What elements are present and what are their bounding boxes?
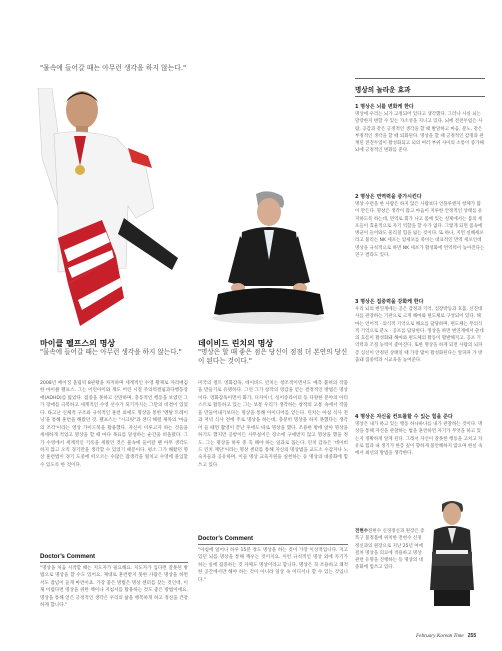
phelps-caption-title: 마이클 펠프스의 명상 bbox=[40, 339, 116, 348]
effect-4-text: 명상은 내가 하고 있는 행동 하나하나를 내가 관찰하는 것이다. 명상을 통해 자신을 관찰하는 법을 훈련하면 자기가 무엇을 하고 있는지 정확하게 알게 된다. 그래서 자신이 잘못한 행동을 고치고 자유로 힘과 내 생기가 한층 깊이 향하게 불안해하지 않으며 현실 속에서 최선의 방법을 생각한다. bbox=[355, 422, 483, 457]
effect-2-text: 명상 수련을 한 사람은 하지 않은 사람보다 인플루엔자 항체가 많이 만든다. 명상은 생각이 많고 마음이 지루한 안정적인 상태를 유지하도록 하는데, 면역로 회가 나고 몸에 있는 실제에서는 몸의 세포들이 효율적으로 자기 역할을 할 수가 없다. 그렇게 되면 몸속에 병균이 들어와도 물리칠 힘을 잃는 것이다. 또 하나, 지면 실해세포라고 불리는 NK 세포는 암세포를 죽이는 대표적인 면역 세포인데 명상을 규칙적으로 하면 NK 세포가 활성화에 면역력이 높아진다는 연구 결과도 있다. bbox=[355, 202, 485, 258]
doctor-bio bbox=[355, 528, 425, 572]
doctors-comment-text-mid: "아침에 일어나 하루 15분 정도 명상을 하는 것이 가장 이상적입니다. 지고 있던 뇌를 명상을 통해 깨우는 것이지요. 이런 규칙적인 명상 외에 자기가 하는 일에 집중하는 것 자체도 명상이라고 합니다. 명상은 꼭 조용하고 쾌적한 공간에서만 해야 하는 것이 아니라 일상 속 어디서나 할 수 있는 것입니다." bbox=[198, 548, 348, 583]
doctor-photo bbox=[424, 500, 480, 606]
doctors-comment-divider-mid bbox=[198, 544, 348, 545]
panel-title: 명상의 놀라운 효과 bbox=[355, 86, 411, 94]
effect-1-title: 1 명상은 뇌를 변화케 한다 bbox=[355, 104, 414, 110]
lynch-caption-title: 데이비드 린치의 명상 bbox=[198, 339, 274, 348]
lynch-caption-quote: "명상은 할 때 좋은 점은 당신이 점점 더 본연의 당신이 된다는 것이다." bbox=[198, 348, 348, 365]
phelps-caption-quote: "물속에 들어갈 때는 아무런 생각을 하지 않는다." bbox=[40, 348, 182, 356]
doctors-comment-divider-left bbox=[40, 562, 188, 563]
doctors-comment-heading-left: Doctor's Comment bbox=[40, 553, 96, 560]
phelps-article-text: 2008년 베이징 올림픽 8관왕을 차지하며 세계적인 수영 황제로 자리매김한 마이클 펠프스. 그는 어린아이와 계도 어린 시절 주의력결핍과다행동장애(ADHD)를 앓았다. 집중을 못하고 산만하며, 충동적인 행동을 보였던 그가 장애를 극복하고 세계적인 수영 선수가 되기까지는 그만의 비결이 있었다. 타고난 신체적 구조와 규칙적인 훈련 외에도 명상을 통한 '멘탈 트레이닝'을 통해 훈련을 해왔던 것. 펠프스는 "시크릿"과 샌디 해럴 제목의 '마음의 조각'이라는 영상 가이드북을 활용했다. 자신이 이루고자 하는 것들을 세세하게 적었고 명상을 할 때 마다 목표를 달성하는 순간을 떠올렸다. 그가 수영에서 세계적인 기록을 세웠던 것은 물속에 들어갈 땐 아무 생각도 하지 않고 오직 경기만을 생각할 수 있었기 때문이다. 평소 그가 해왔던 명상 훈련법이 경기 도중에 떠오르는 수많은 잡생각을 떨치고 수영에 몰입할 수 있도록 한 것이다. bbox=[40, 381, 188, 468]
panel-top-rule bbox=[355, 78, 485, 79]
doctor-name: 전현수 bbox=[355, 529, 369, 534]
lynch-article-text: 미국의 컬트 영화감독, 데이비드 린치는 창조적이면서도 예측 불허의 작품을 만들기로 유명하다. 그런 그가 창작의 영감을 얻는 결정적인 방법은 명상이다. 영화감독이면서 화가, 디자이너, 싱어송라이터 등 다양한 분야의 아티스트로 활동하고 있는 그는 보통 우리가 생각하는 창작의 고통 속에서 작품을 만들어내기보다는 명상을 통해 아이디어를 얻는다. 린치는 아침 식사 전과 저녁 식사 전에 주로 명상을 하는데, 충분히 명상을 하지 못했다는 생각이 들 때면 촬영이 끝난 후에도 따로 명상을 했다. 조용한 방에 앉아 명상을 하기도 했지만 공항이든 사무실이든 장소에 구애받지 않고 명상을 했을 정도. 그는 명상을 하루 중 꼭 해야 하는 일과로 꼽는다. 린치 감독은 '데이비드 린치 재단'이라는 명상 센터를 통해 자신의 명상법을 교도소 수감자나 노숙자들과 공유하며, 이들 명상 교육지원을 실천하는 등 명상의 대중화에 힘쓰고 있다. bbox=[198, 381, 348, 468]
effect-4-title: 4 명상은 자신을 컨트롤할 수 있는 힘을 준다 bbox=[355, 414, 453, 420]
page-number: 255 bbox=[467, 633, 477, 639]
panel-title-rule bbox=[355, 96, 485, 97]
magazine-name: February Korean Time bbox=[416, 633, 464, 639]
effect-2-title: 2 명상은 면역력을 증가시킨다 bbox=[355, 194, 422, 200]
phelps-photo bbox=[28, 88, 184, 330]
page-footer bbox=[416, 633, 476, 639]
intro-quote: "물속에 들어갈 때는 아무런 생각을 하지 않는다." bbox=[40, 64, 187, 72]
doctors-comment-heading-mid: Doctor's Comment bbox=[198, 535, 254, 542]
doctors-comment-text-left: "명상을 처음 시작할 때는 지도자가 필요해요. 지도자가 입다면 잘못된 방법으로 명상을 할 수도 있어요. 제대로 훈련받지 못한 사람은 명상을 하면서도 잡념이 들게 마련이죠. 가장 좋은 방법은 명상 센터를 찾는 것인데, 이제 어렵다면 명상을 위한 책이나 지침서를 활용하는 것도 좋은 방법이에요. 명상을 통해 얻은 긍정적인 생각은 우리의 삶을 행복하게 하고 정신을 건강하게 합니다." bbox=[40, 566, 188, 609]
lynch-photo bbox=[198, 190, 338, 332]
doctor-bio-text: 전현수 신경정신과 원장은 증폭구 불정불에 위치한 전현수 신경정신과의 원장으로 지난 25년 여에 걸쳐 명상을 의료에 적용하고 명상 관련 유명을 진행하는 등 명상의 대중화에 힘쓰고 있다. bbox=[355, 529, 425, 571]
effect-3-title: 3 명상은 집중력을 강화케 한다 bbox=[355, 299, 424, 305]
effect-1-text: 명상에 우리는 뇌가 고정되어 있다고 생각했다. 그러나 사실 뇌는 말랑한지 변할 수 있는 가소성을 지니고 있다. 뇌에 전전두엽은 사람, 공감과 같은 긍정적인 생각을 할 때 발달하고 마음, 분노, 같은 부정적인 생각을 할 때 퇴화된다. 명상을 할 때 긍정적인 감정과 관계된 전전두엽이 활성화되고 뇌의 여러 부위 사이의 소통이 증가해 뇌에 긍정적인 변화를 준다. bbox=[355, 112, 484, 154]
effect-3-text: 우리 뇌의 변연계에는 공은 감정과 기억, 심장박동과 호흡, 신진대사를 관장하는 기관으로 크게 해마와 편도체로 구성되어 있다. 해마는 언어적 · 의식적 기억으로 해요를 담당하며, 편도체는 무의식적 기억으로 분노 · 공포를 담당한다. 명상을 하면 변연계에서 쓸데의 흐름이 활성화돼 해마와 편도체의 활동이 활발해지고, 공포 기억력과 조절 능력이 좋아진다. 또한 명상을 하게 되면 사람의 뇌파 층 심신이 안정된 상태일 때 가장 많이 활성화된다는 알파파 가 방출돼 집중력과 시교육을 높여준다. bbox=[355, 307, 484, 363]
